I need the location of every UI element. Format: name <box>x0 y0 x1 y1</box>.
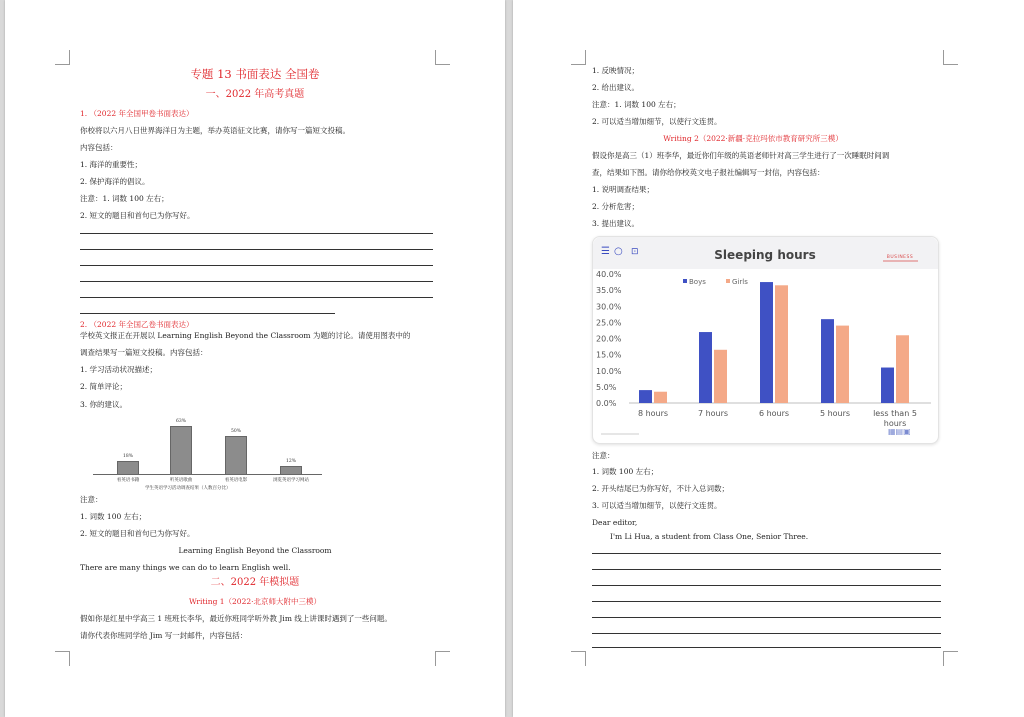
bar-value-label: 50% <box>230 428 241 434</box>
circle-icon[interactable]: ○ <box>614 246 623 257</box>
bar-girls <box>775 285 788 403</box>
question-2-prompt: 学校英文报正在开展以 Learning English Beyond the Classroom 为题的讨论。请使用图表中的 <box>80 331 411 340</box>
bar-value-label: 18% <box>122 453 133 459</box>
crop-mark-top-right <box>943 50 958 65</box>
question-2-note: 1. 词数 100 左右； <box>80 512 147 521</box>
x-tick-label: 6 hours <box>758 409 790 418</box>
question-2-note: 注意： <box>80 495 103 504</box>
bar-girls <box>654 392 667 403</box>
x-tick-label: 8 hours <box>637 409 669 418</box>
chart-title: Sleeping hours <box>714 248 816 262</box>
left-page <box>5 0 505 717</box>
section-heading-1: 一、2022 年高考真题 <box>205 89 305 100</box>
bar-boys <box>639 390 652 403</box>
y-tick-label: 40.0% <box>596 270 622 279</box>
export-icon[interactable]: ▦▤▣ <box>888 427 911 436</box>
bar-value-label: 63% <box>175 418 186 424</box>
right-page <box>513 0 1024 717</box>
answer-line <box>80 281 433 282</box>
bar-2 <box>170 426 192 476</box>
writing-2-prompt: 假设你是高三（1）班李华，最近你们年级的英语老师针对高三学生进行了一次睡眠时间调 <box>592 151 890 160</box>
bar-girls <box>896 335 909 403</box>
document-title: 专题 13 书面表达 全国卷 <box>190 67 320 81</box>
essay-title: Learning English Beyond the Classroom <box>178 546 332 555</box>
writing-2-note: 注意： <box>592 451 615 460</box>
answer-line <box>80 297 433 298</box>
writing-2-point: 1. 说明调查结果； <box>592 185 655 194</box>
sleeping-hours-chart <box>593 237 938 443</box>
question-1-content-label: 内容包括： <box>80 143 118 152</box>
question-1-note: 2. 短文的题目和首句已为你写好。 <box>80 211 195 220</box>
crop-mark-top-right <box>435 50 450 65</box>
question-2-header: 2. （2022 年全国乙卷书面表达） <box>80 320 194 329</box>
chart-settings-icon[interactable]: ⊡ <box>631 247 639 257</box>
crop-mark-bottom-right <box>943 651 958 666</box>
sleeping-hours-chart-card <box>592 236 939 444</box>
writing-1-header: Writing 1（2022·北京师大附中三模） <box>188 597 322 606</box>
bar-boys <box>699 332 712 403</box>
writing-1-note: 2. 可以适当增加细节，以使行文连贯。 <box>592 117 722 126</box>
writing-1-point: 2. 给出建议。 <box>592 83 640 92</box>
writing-2-prompt: 查，结果如下图。请你给你校英文电子报社编辑写一封信，内容包括： <box>592 168 825 177</box>
answer-line <box>80 313 335 314</box>
question-1-header: 1. （2022 年全国甲卷书面表达） <box>80 109 194 118</box>
bar-1 <box>117 461 139 475</box>
writing-1-note: 注意：1. 词数 100 左右； <box>592 100 681 109</box>
menu-icon[interactable]: ☰ <box>601 246 610 257</box>
letter-greeting: Dear editor, <box>592 518 638 527</box>
learning-activities-bar-chart <box>85 415 330 495</box>
letter-first-sentence: I'm Li Hua, a student from Class One, Senior Three. <box>610 532 809 541</box>
question-2-note: 2. 短文的题目和首句已为你写好。 <box>80 529 195 538</box>
writing-2-note: 2. 开头结尾已为你写好，不计入总词数； <box>592 484 730 493</box>
bar-category-label: 浏览英语学习网站 <box>273 478 309 483</box>
x-tick-label: 7 hours <box>697 409 729 418</box>
question-1-note: 注意：1. 词数 100 左右； <box>80 194 169 203</box>
writing-2-point: 2. 分析危害； <box>592 202 640 211</box>
crop-mark-bottom-right <box>435 651 450 666</box>
y-tick-label: 25.0% <box>596 318 622 328</box>
y-tick-label: 5.0% <box>596 382 617 392</box>
answer-line <box>80 249 433 250</box>
answer-line <box>592 585 941 586</box>
question-2-point: 1. 学习活动状况描述； <box>80 365 158 374</box>
chart-caption: 学生英语学习活动调查结果（人数百分比） <box>145 486 231 491</box>
question-1-point: 1. 海洋的重要性； <box>80 160 143 169</box>
x-tick-label: 5 hours <box>819 409 851 418</box>
bar-boys <box>821 319 834 403</box>
bar-girls <box>836 326 849 403</box>
writing-1-point: 1. 反映情况； <box>592 66 640 75</box>
crop-mark-bottom-left <box>55 651 70 666</box>
answer-line <box>80 265 433 266</box>
bar-category-label: 看英语书籍 <box>116 478 140 483</box>
y-tick-label: 10.0% <box>596 366 622 376</box>
writing-2-header: Writing 2（2022·新疆·克拉玛依市教育研究所三模） <box>663 134 843 143</box>
legend-swatch <box>683 279 687 283</box>
question-2-prompt: 调查结果写一篇短文投稿。内容包括： <box>80 348 208 357</box>
answer-line <box>592 601 941 602</box>
question-1-point: 2. 保护海洋的倡议。 <box>80 177 150 186</box>
writing-1-prompt: 假如你是红星中学高三 1 班班长李华，最近你班同学听外教 Jim 线上讲课时遇到了一些问题。 <box>80 614 392 623</box>
answer-line <box>592 569 941 570</box>
question-2-point: 3. 你的建议。 <box>80 400 128 409</box>
bar-value-label: 12% <box>285 458 296 464</box>
x-tick-label: less than 5 <box>873 409 917 418</box>
y-tick-label: 15.0% <box>596 350 622 360</box>
question-1-prompt: 你校将以六月八日世界海洋日为主题，举办英语征文比赛，请你写一篇短文投稿。 <box>80 126 350 135</box>
answer-line <box>592 647 941 648</box>
bar-boys <box>881 368 894 403</box>
bar-4 <box>280 466 302 475</box>
legend-swatch <box>726 279 730 283</box>
bar-category-label: 听英语歌曲 <box>169 478 193 483</box>
crop-mark-top-left <box>571 50 586 65</box>
answer-line <box>592 617 941 618</box>
chart-badge: BUSINESS <box>886 255 914 260</box>
answer-line <box>80 233 433 234</box>
bar-category-label: 看英语电影 <box>224 478 248 483</box>
y-tick-label: 0.0% <box>596 399 617 408</box>
y-tick-label: 20.0% <box>596 334 622 344</box>
writing-2-note: 3. 可以适当增加细节，以使行文连贯。 <box>592 501 722 510</box>
writing-2-point: 3. 提出建议。 <box>592 219 640 228</box>
crop-mark-top-left <box>55 50 70 65</box>
bar-3 <box>225 436 247 475</box>
bar-boys <box>760 282 773 403</box>
y-tick-label: 30.0% <box>596 302 622 312</box>
legend-label: Girls <box>732 278 748 286</box>
crop-mark-bottom-left <box>571 651 586 666</box>
x-tick-label: hours <box>883 419 907 428</box>
writing-1-prompt: 请你代表你班同学给 Jim 写一封邮件，内容包括： <box>80 631 248 640</box>
writing-2-note: 1. 词数 100 左右； <box>592 467 659 476</box>
bar-girls <box>714 350 727 403</box>
y-tick-label: 35.0% <box>596 286 622 296</box>
answer-line <box>592 553 941 554</box>
question-2-point: 2. 简单评论； <box>80 382 128 391</box>
answer-line <box>592 633 941 634</box>
essay-first-sentence: There are many things we can do to learn English well. <box>80 563 291 572</box>
legend-label: Boys <box>689 278 706 286</box>
section-heading-2: 二、2022 年模拟题 <box>210 577 300 588</box>
